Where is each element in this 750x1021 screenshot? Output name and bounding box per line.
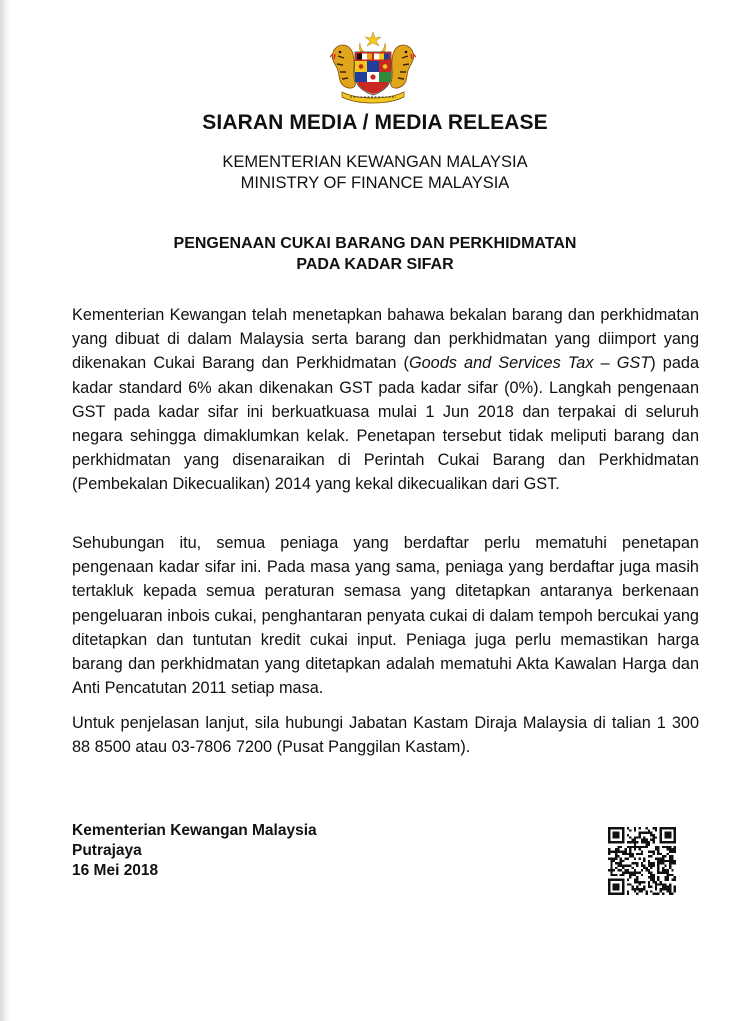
signoff-date: 16 Mei 2018 — [72, 862, 159, 879]
release-subject — [0, 233, 750, 275]
qr-code-icon — [608, 827, 676, 895]
signoff-organization: Kementerian Kewangan Malaysia — [72, 822, 317, 839]
media-release-headline: SIARAN MEDIA / MEDIA RELEASE — [202, 111, 548, 134]
ministry-name-block — [0, 152, 750, 194]
malaysia-coat-of-arms-icon — [330, 30, 416, 106]
p1-text-after: ) pada kadar standard 6% akan dikenakan GST pada kadar sifar (0%). Langkah pengenaan GST pada kadar sifar ini berkuatkuasa mulai 1 Jun 2018 dan terpakai di seluruh negara sehingga dimaklumkan kelak. Penetapan tersebut tidak meliputi barang dan perkhidmatan yang disenaraikan di Perintah Cukai Barang dan Perkhidmatan (Pembekalan Dikecualikan) 2014 yang kekal dikecualikan dari GST. — [72, 354, 700, 494]
body-paragraph-3: Untuk penjelasan lanjut, sila hubungi Jabatan Kastam Diraja Malaysia di talian 1 300 88 8500 atau 03-7806 7200 (Pusat Panggilan Kastam). — [72, 714, 699, 757]
subject-line-1: PENGENAAN CUKAI BARANG DAN PERKHIDMATAN — [173, 235, 577, 252]
signoff-block — [72, 821, 317, 881]
ministry-name-english: MINISTRY OF FINANCE MALAYSIA — [240, 174, 510, 192]
p1-text-before: Kementerian Kewangan telah menetapkan bahawa bekalan barang dan perkhidmatan yang dibuat di dalam Malaysia serta barang dan perkhidmatan yang diimport yang dikenakan Cukai Barang dan Perkhidmatan ( — [72, 306, 699, 373]
signoff-city: Putrajaya — [72, 842, 142, 859]
ministry-name-malay: KEMENTERIAN KEWANGAN MALAYSIA — [222, 153, 528, 171]
subject-line-2: PADA KADAR SIFAR — [296, 256, 454, 273]
body-paragraph-2: Sehubungan itu, semua peniaga yang berdaftar perlu mematuhi penetapan pengenaan kadar sifar ini. Pada masa yang sama, peniaga yang berdaftar juga masih tertakluk kepada semua peraturan semasa yang ditetapkan antaranya berkenaan pengeluaran inbois cukai, penghantaran penyata cukai di dalam tempoh bercukai yang ditetapkan dan tuntutan kredit cukai input. Peniaga juga perlu memastikan harga barang dan perkhidmatan yang ditetapkan adalah mematuhi Akta Kawalan Harga dan Anti Pencatutan 2011 setiap masa. — [72, 534, 699, 698]
p1-gst-term: Goods and Services Tax – GST — [408, 354, 651, 373]
body-paragraph-1 — [72, 303, 699, 497]
